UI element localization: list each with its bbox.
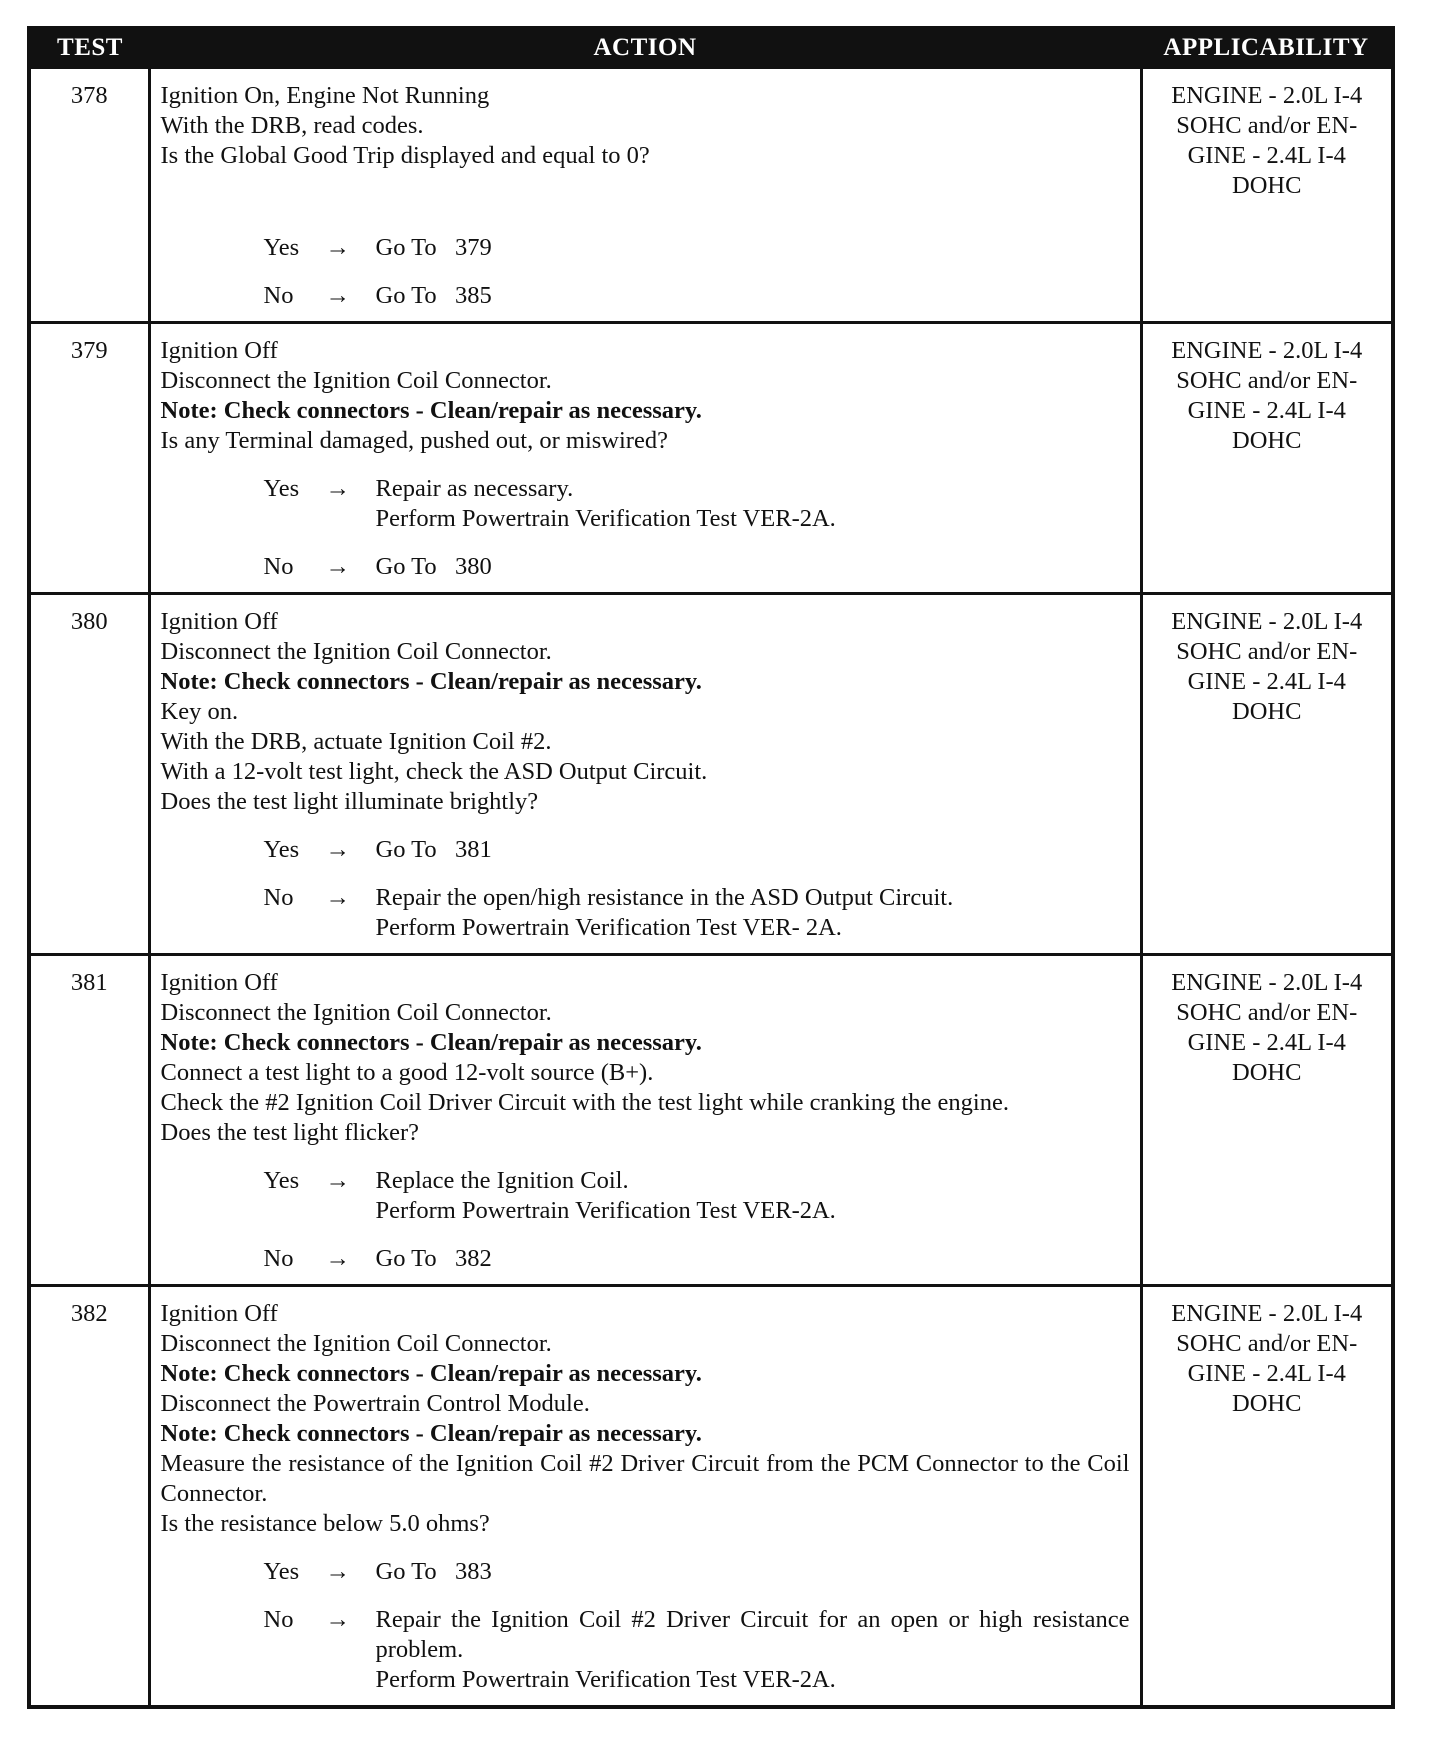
applicability-line: SOHC and/or EN- [1176, 367, 1358, 394]
applicability-cell [1141, 323, 1393, 594]
outcome-label: No [263, 884, 294, 911]
action-step: Is any Terminal damaged, pushed out, or miswired? [160, 427, 668, 454]
outcome-text [376, 1166, 1130, 1226]
applicability-line: SOHC and/or EN- [1176, 638, 1358, 665]
applicability-line: ENGINE - 2.0L I-4 [1171, 1300, 1363, 1327]
outcome-line: Perform Powertrain Verification Test VER-2A. [375, 505, 836, 532]
outcome-line: Perform Powertrain Verification Test VER-2A. [375, 1197, 836, 1224]
table-row [29, 955, 1393, 1286]
outcome-text [376, 883, 1130, 943]
note-line: Note: Check connectors - Clean/repair as necessary. [160, 1029, 702, 1056]
outcome-yes [161, 474, 1130, 534]
outcome-line: Perform Powertrain Verification Test VER- 2A. [375, 914, 842, 941]
table-row [29, 68, 1393, 323]
note-line: Note: Check connectors - Clean/repair as necessary. [160, 668, 702, 695]
action-step: Is the resistance below 5.0 ohms? [160, 1510, 490, 1537]
outcome-label: Yes [263, 1558, 300, 1585]
outcome-line: Perform Powertrain Verification Test VER-2A. [375, 1666, 836, 1693]
applicability-line: ENGINE - 2.0L I-4 [1171, 969, 1363, 996]
outcome-no [161, 1244, 1130, 1274]
table-header-row [29, 28, 1393, 68]
action-step: Does the test light illuminate brightly? [160, 788, 539, 815]
applicability-line: ENGINE - 2.0L I-4 [1171, 337, 1363, 364]
outcome-text [376, 474, 1130, 534]
outcome-label: Yes [263, 836, 300, 863]
outcome-line: Go To 382 [375, 1245, 492, 1272]
outcome-no [161, 281, 1130, 311]
outcome-line: Repair the Ignition Coil #2 Driver Circuit for an open or high resistance problem. [375, 1606, 1136, 1663]
action-step: Does the test light flicker? [160, 1119, 420, 1146]
action-step: Disconnect the Powertrain Control Module. [160, 1390, 590, 1417]
outcome-text [376, 1557, 1130, 1587]
arrow-right-icon: → [325, 282, 350, 309]
arrow-right-icon: → [325, 1167, 350, 1194]
outcome-line: Repair the open/high resistance in the ASD Output Circuit. [375, 884, 954, 911]
action-cell [149, 68, 1141, 323]
action-step: Ignition On, Engine Not Running [160, 82, 490, 109]
applicability-cell [1141, 1286, 1393, 1708]
action-step: Connect a test light to a good 12-volt source (B+). [160, 1059, 654, 1086]
applicability-line: DOHC [1232, 1390, 1302, 1417]
applicability-line: GINE - 2.4L I-4 [1187, 668, 1346, 695]
outcome-line: Replace the Ignition Coil. [375, 1167, 629, 1194]
applicability-line: SOHC and/or EN- [1176, 999, 1358, 1026]
arrow-right-icon: → [325, 234, 350, 261]
applicability-line: GINE - 2.4L I-4 [1187, 142, 1346, 169]
action-step: Ignition Off [160, 969, 278, 996]
applicability-line: ENGINE - 2.0L I-4 [1171, 82, 1363, 109]
outcome-text [376, 281, 1130, 311]
table-body [29, 68, 1393, 1708]
outcome-text [376, 835, 1130, 865]
applicability-cell [1141, 955, 1393, 1286]
outcome-line: Go To 381 [375, 836, 492, 863]
action-cell [149, 594, 1141, 955]
applicability-line: GINE - 2.4L I-4 [1187, 397, 1346, 424]
outcome-label: No [263, 1606, 294, 1633]
applicability-line: SOHC and/or EN- [1176, 1330, 1358, 1357]
outcome-no [161, 1605, 1136, 1695]
arrow-right-icon: → [325, 836, 350, 863]
applicability-cell [1141, 594, 1393, 955]
action-step: Disconnect the Ignition Coil Connector. [160, 367, 552, 394]
outcome-text [376, 1244, 1130, 1274]
outcome-yes [161, 835, 1130, 865]
header-test: TEST [29, 28, 149, 68]
outcome-no [161, 883, 1130, 943]
applicability-line: SOHC and/or EN- [1176, 112, 1358, 139]
outcome-label: Yes [263, 1167, 300, 1194]
applicability-line: DOHC [1232, 172, 1302, 199]
outcome-label: Yes [263, 475, 300, 502]
test-number: 378 [29, 68, 149, 323]
arrow-right-icon: → [325, 1245, 350, 1272]
outcome-text [375, 1605, 1136, 1695]
outcome-label: No [263, 553, 294, 580]
outcome-line: Go To 380 [375, 553, 492, 580]
applicability-line: DOHC [1232, 1059, 1302, 1086]
action-step: Disconnect the Ignition Coil Connector. [160, 638, 552, 665]
action-step: Disconnect the Ignition Coil Connector. [160, 999, 552, 1026]
note-line: Note: Check connectors - Clean/repair as necessary. [160, 1420, 702, 1447]
table-row [29, 1286, 1393, 1708]
outcome-no [161, 552, 1130, 582]
arrow-right-icon: → [325, 884, 350, 911]
applicability-line: GINE - 2.4L I-4 [1187, 1029, 1346, 1056]
outcome-text [376, 233, 1130, 263]
outcome-line: Repair as necessary. [375, 475, 574, 502]
outcome-yes [161, 1166, 1130, 1226]
arrow-right-icon: → [325, 1606, 350, 1633]
header-action: ACTION [149, 28, 1141, 68]
applicability-line: ENGINE - 2.0L I-4 [1171, 608, 1363, 635]
action-cell [149, 1286, 1141, 1708]
action-step: Ignition Off [160, 608, 278, 635]
outcome-label: Yes [263, 234, 300, 261]
table-row [29, 594, 1393, 955]
header-applicability: APPLICABILITY [1141, 28, 1393, 68]
table-row [29, 323, 1393, 594]
applicability-line: DOHC [1232, 698, 1302, 725]
action-step: Ignition Off [160, 1300, 278, 1327]
outcome-line: Go To 385 [375, 282, 492, 309]
outcome-line: Go To 379 [375, 234, 492, 261]
applicability-line: DOHC [1232, 427, 1302, 454]
outcome-line: Go To 383 [375, 1558, 492, 1585]
arrow-right-icon: → [325, 1558, 350, 1585]
action-step: Disconnect the Ignition Coil Connector. [160, 1330, 552, 1357]
action-step: With a 12-volt test light, check the ASD Output Circuit. [160, 758, 708, 785]
test-number: 380 [29, 594, 149, 955]
outcome-yes [161, 233, 1130, 263]
outcome-yes [161, 1557, 1130, 1587]
arrow-right-icon: → [325, 475, 350, 502]
outcome-label: No [263, 1245, 294, 1272]
note-line: Note: Check connectors - Clean/repair as necessary. [160, 397, 702, 424]
outcome-text [376, 552, 1130, 582]
action-step: With the DRB, actuate Ignition Coil #2. [160, 728, 552, 755]
test-number: 382 [29, 1286, 149, 1708]
action-step: Ignition Off [160, 337, 278, 364]
action-step: Measure the resistance of the Ignition Coil #2 Driver Circuit from the PCM Connector to the Coil Connector. [160, 1450, 1130, 1507]
action-cell [149, 955, 1141, 1286]
arrow-right-icon: → [325, 553, 350, 580]
diagnostic-test-table [27, 26, 1395, 1709]
test-number: 381 [29, 955, 149, 1286]
applicability-line: GINE - 2.4L I-4 [1187, 1360, 1346, 1387]
test-number: 379 [29, 323, 149, 594]
action-step: Key on. [160, 698, 239, 725]
action-step: Is the Global Good Trip displayed and equal to 0? [160, 142, 650, 169]
outcome-label: No [263, 282, 294, 309]
note-line: Note: Check connectors - Clean/repair as necessary. [160, 1360, 702, 1387]
applicability-cell [1141, 68, 1393, 323]
action-cell [149, 323, 1141, 594]
action-step: Check the #2 Ignition Coil Driver Circuit with the test light while cranking the engine. [160, 1089, 1009, 1116]
action-step: With the DRB, read codes. [160, 112, 424, 139]
